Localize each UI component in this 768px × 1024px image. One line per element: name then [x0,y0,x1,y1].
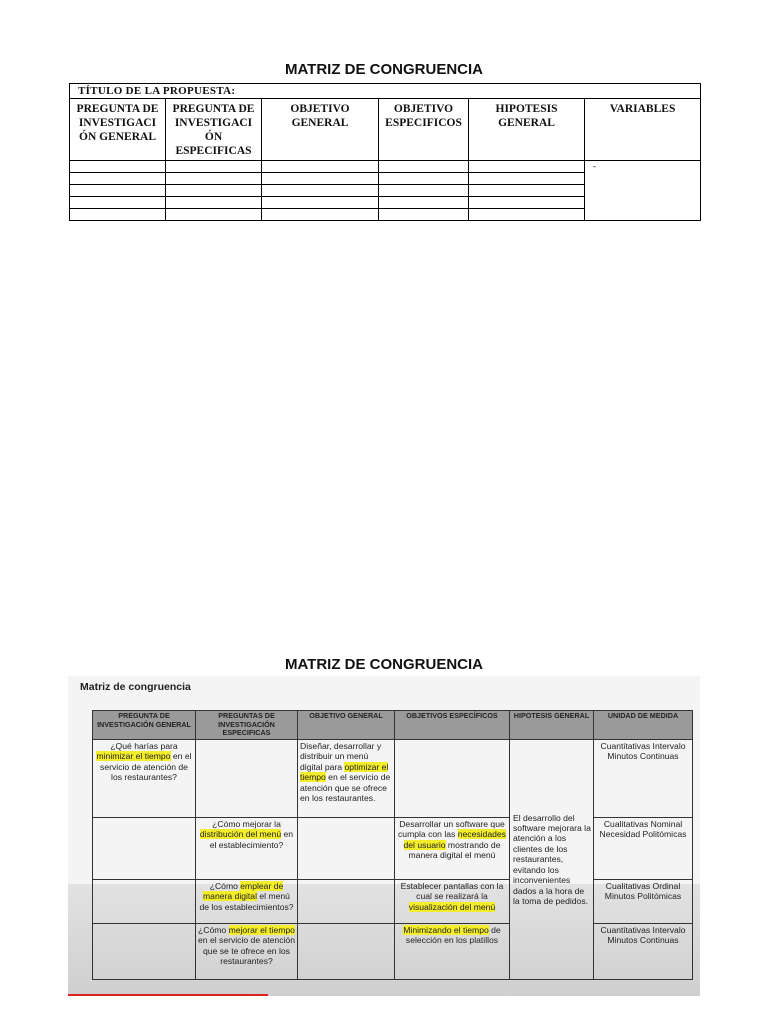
header-general-question: PREGUNTA DE INVESTIGACI ÓN GENERAL [70,99,166,161]
congruence-template-table [69,83,701,221]
header-general-hypothesis: HIPOTESIS GENERAL [469,99,585,161]
filled-congruence-table [92,710,693,980]
table-row [93,880,693,924]
section-title: MATRIZ DE CONGRUENCIA [284,656,484,673]
general-objective-cell: Diseñar, desarrollar y distribuir un menú digital para optimizar el tiempo en el servicio de atención que se ofrece en los restaurantes. [298,740,395,818]
header-variables: VARIABLES [585,99,701,161]
specific-question-cell: ¿Cómo emplear de manera digital el menú de los establecimientos? [196,880,298,924]
specific-question-cell: ¿Cómo mejorar la distribución del menú en el establecimiento? [196,818,298,880]
header-general-objective: OBJETIVO GENERAL [262,99,379,161]
header-specific-objectives: OBJETIVOS ESPECÍFICOS [395,711,510,740]
unit-cell: Cualitativas Ordinal Minutos Politómicas [594,880,693,924]
unit-cell: Cuantitativas Intervalo Minutos Continuas [594,740,693,818]
specific-objective-cell: Establecer pantallas con la cual se realizará la visualización del menú [395,880,510,924]
photo-red-line [68,994,268,996]
header-general-objective: OBJETIVO GENERAL [298,711,395,740]
variables-cell: - [585,161,701,221]
matrix-screenshot [68,676,700,996]
screenshot-subtitle: Matriz de congruencia [80,681,191,693]
specific-objective-cell: Minimizando el tiempo de selección en los platillos [395,924,510,980]
general-question-cell: ¿Qué harías para minimizar el tiempo en el servicio de atención de los restaurantes? [93,740,196,818]
header-general-hypothesis: HIPOTESIS GENERAL [510,711,594,740]
page-title: MATRIZ DE CONGRUENCIA [284,61,484,78]
table-row [70,161,701,173]
general-hypothesis-cell: El desarrollo del software mejorara la atención a los clientes de los restaurantes, evitando los inconvenientes dados a la hora de la toma de pedidos. [510,740,594,980]
header-general-question: PREGUNTA DE INVESTIGACIÓN GENERAL [93,711,196,740]
header-unit-of-measure: UNIDAD DE MEDIDA [594,711,693,740]
proposal-title-label: TÍTULO DE LA PROPUESTA: [70,84,701,99]
table-row [93,740,693,818]
unit-cell: Cuantitativas Intervalo Minutos Continuas [594,924,693,980]
header-specific-objectives: OBJETIVO ESPECIFICOS [379,99,469,161]
table-row [93,818,693,880]
specific-question-cell: ¿Cómo mejorar el tiempo en el servicio de atención que se te ofrece en los restaurantes? [196,924,298,980]
header-specific-questions: PREGUNTA DE INVESTIGACI ÓN ESPECIFICAS [166,99,262,161]
unit-cell: Cualitativas Nominal Necesidad Politómicas [594,818,693,880]
table-row [93,924,693,980]
specific-objective-cell: Desarrollar un software que cumpla con las necesidades del usuario mostrando de manera digital el menú [395,818,510,880]
header-specific-questions: PREGUNTAS DE INVESTIGACIÓN ESPECIFICAS [196,711,298,740]
